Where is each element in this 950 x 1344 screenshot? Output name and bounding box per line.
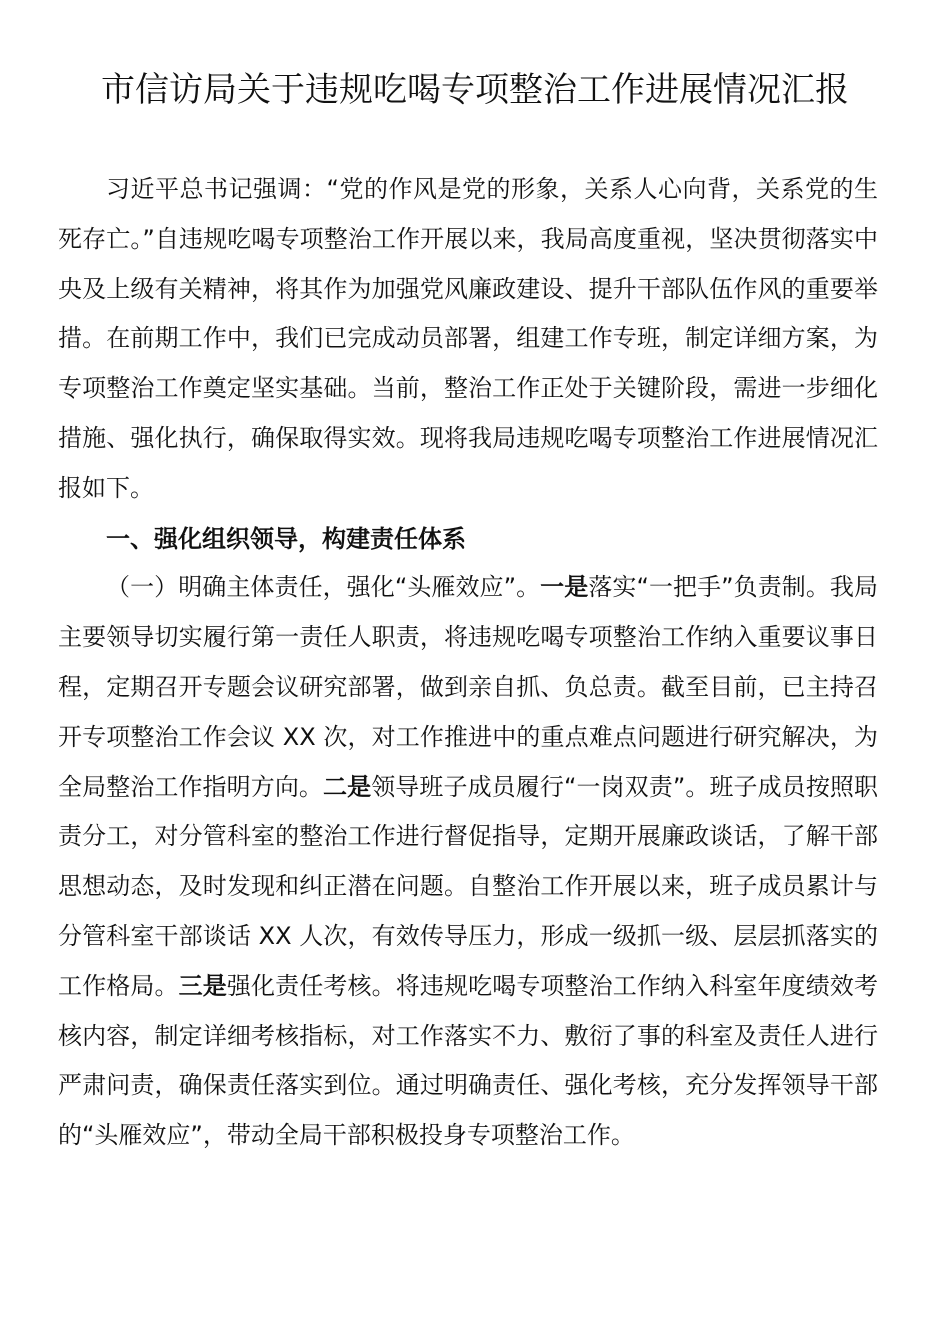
point-text-1: 落实“一把手”负责制。我局主要领导切实履行第一责任人职责，将违规吃喝专项整治工作纳入重要议事日程，定期召开专题会议研究部署，做到亲自抓、负总责。截至目前，已主持召开专项整治工作会议 XX 次，对工作推进中的重点难点问题进行研究解决，为全局整治工作指明方向。 xyxy=(58,573,878,801)
subsection-paragraph-1 xyxy=(58,563,878,1161)
intro-paragraph: 习近平总书记强调：“党的作风是党的形象，关系人心向背，关系党的生死存亡。”自违规吃喝专项整治工作开展以来，我局高度重视，坚决贯彻落实中央及上级有关精神，将其作为加强党风廉政建设、提升干部队伍作风的重要举措。在前期工作中，我们已完成动员部署，组建工作专班，制定详细方案，为专项整治工作奠定坚实基础。当前，整治工作正处于关键阶段，需进一步细化措施、强化执行，确保取得实效。现将我局违规吃喝专项整治工作进展情况汇报如下。 xyxy=(58,175,878,502)
point-text-2: 领导班子成员履行“一岗双责”。班子成员按照职责分工，对分管科室的整治工作进行督促指导，定期开展廉政谈话，了解干部思想动态，及时发现和纠正潜在问题。自整治工作开展以来，班子成员累计与分管科室干部谈话 XX 人次，有效传导压力，形成一级抓一级、层层抓落实的工作格局。 xyxy=(58,772,878,1000)
document-body xyxy=(58,165,878,1161)
point-label-3: 三是 xyxy=(178,971,227,1000)
document-title: 市信访局关于违规吃喝专项整治工作进展情况汇报 xyxy=(101,70,849,110)
point-text-3: 强化责任考核。将违规吃喝专项整治工作纳入科室年度绩效考核内容，制定详细考核指标，对工作落实不力、敷衍了事的科室及责任人进行严肃问责，确保责任落实到位。通过明确责任、强化考核，充分发挥领导干部的“头雁效应”，带动全局干部积极投身专项整治工作。 xyxy=(58,971,879,1150)
subsection-lead: （一）明确主体责任，强化“头雁效应”。 xyxy=(106,573,541,602)
point-label-1: 一是 xyxy=(540,573,589,602)
point-label-2: 二是 xyxy=(323,772,372,801)
section-heading-1: 一、强化组织领导，构建责任体系 xyxy=(106,523,466,553)
